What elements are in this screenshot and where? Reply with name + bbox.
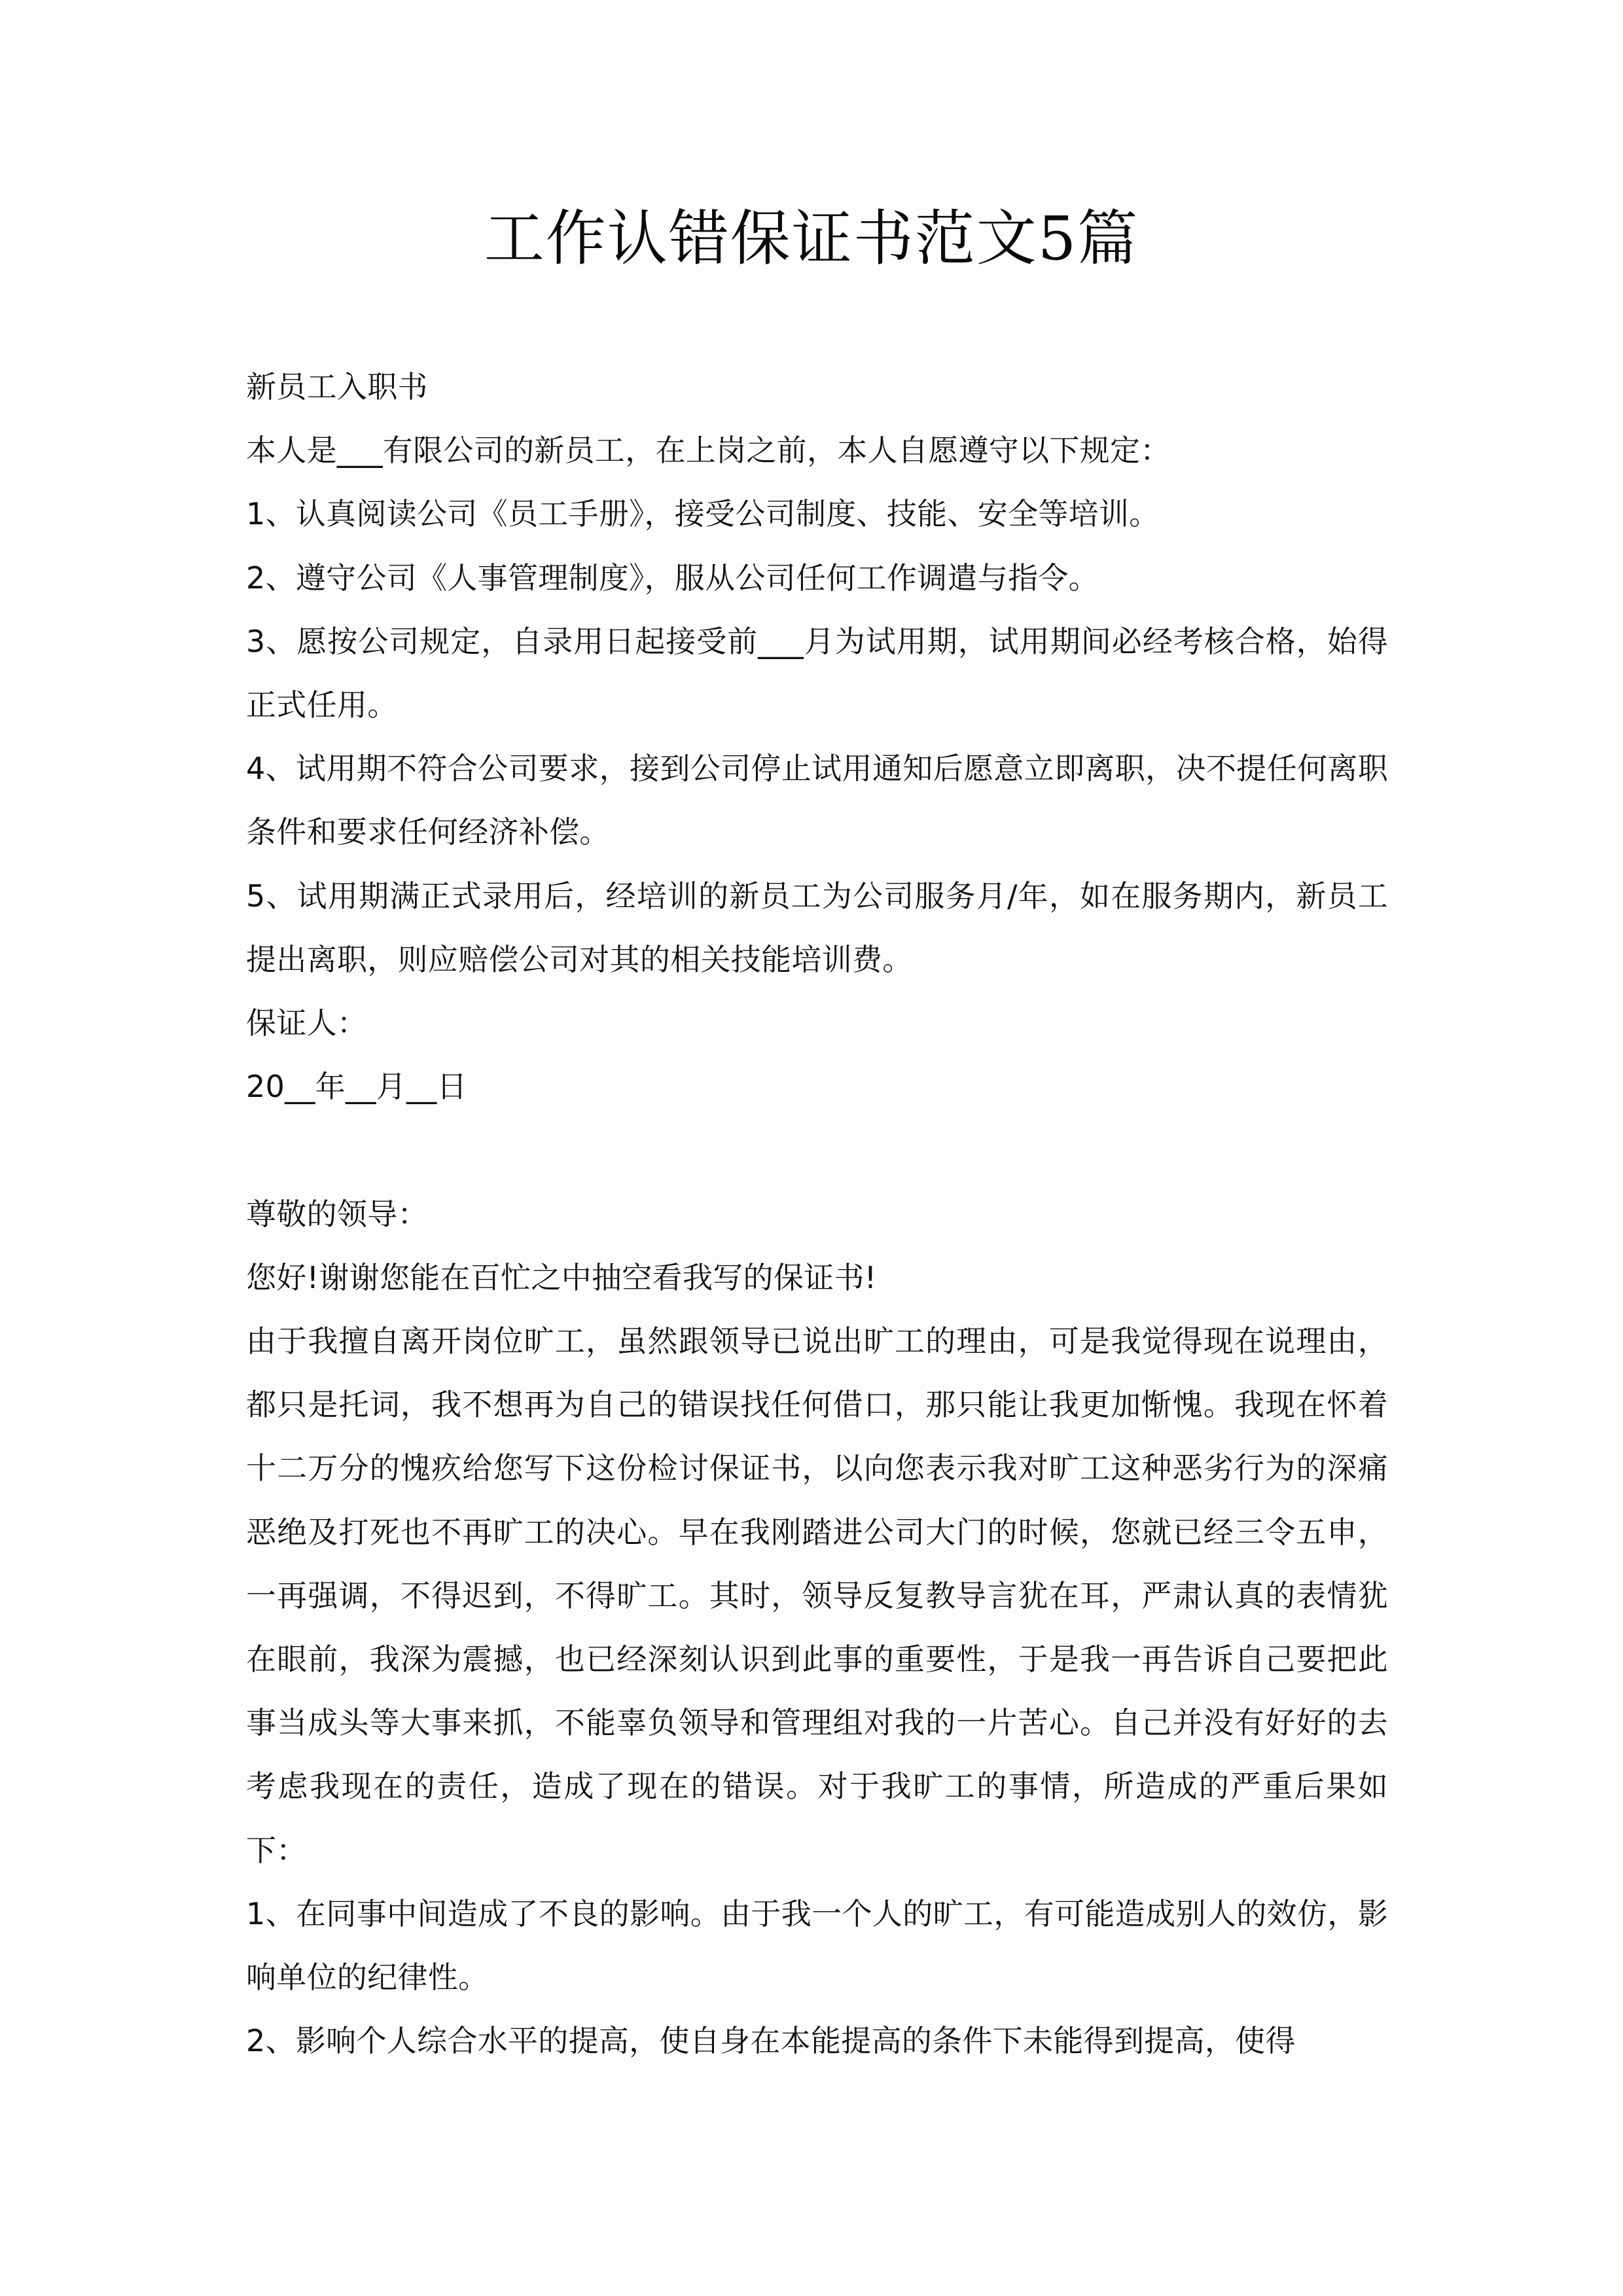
guarantor-line: 保证人：	[246, 1005, 368, 1041]
section-heading: 新员工入职书	[246, 369, 428, 404]
document-title: 工作认错保证书范文5篇	[484, 204, 1139, 274]
list-item: 3、愿按公司规定，自录用日起接受前___月为试用期，试用期间必经考核合格，始得正式任用。	[246, 623, 1388, 723]
list-item: 2、影响个人综合水平的提高，使自身在本能提高的条件下未能得到提高，使得	[246, 2023, 1296, 2059]
list-item: 2、遵守公司《人事管理制度》，服从公司任何工作调遣与指令。	[246, 560, 1099, 596]
date-line: 20__年__月__日	[246, 1069, 467, 1105]
list-item: 1、在同事中间造成了不良的影响。由于我一个人的旷工，有可能造成别人的效仿，影响单位的纪律性。	[246, 1895, 1388, 1996]
document-body	[246, 355, 1388, 2073]
paragraph: 本人是___有限公司的新员工，在上岗之前，本人自愿遵守以下规定：	[246, 433, 1171, 469]
paragraph: 您好!谢谢您能在百忙之中抽空看我写的保证书!	[246, 1259, 877, 1295]
paragraph: 由于我擅自离开岗位旷工，虽然跟领导已说出旷工的理由，可是我觉得现在说理由，都只是托词，我不想再为自己的错误找任何借口，那只能让我更加惭愧。我现在怀着十二万分的愧疚给您写下这份检讨保证书，以向您表示我对旷工这种恶劣行为的深痛恶绝及打死也不再旷工的决心。早在我刚踏进公司大门的时候，您就已经三令五申，一再强调，不得迟到，不得旷工。其时，领导反复教导言犹在耳，严肃认真的表情犹在眼前，我深为震撼，也已经深刻认识到此事的重要性，于是我一再告诉自己要把此事当成头等大事来抓，不能辜负领导和管理组对我的一片苦心。自己并没有好好的去考虑我现在的责任，造成了现在的错误。对于我旷工的事情，所造成的严重后果如下：	[246, 1323, 1388, 1868]
spacer	[246, 1119, 1388, 1182]
list-item: 4、试用期不符合公司要求，接到公司停止试用通知后愿意立即离职，决不提任何离职条件和要求任何经济补偿。	[246, 751, 1388, 850]
salutation: 尊敬的领导：	[246, 1196, 428, 1232]
list-item: 1、认真阅读公司《员工手册》，接受公司制度、技能、安全等培训。	[246, 496, 1160, 532]
list-item: 5、试用期满正式录用后，经培训的新员工为公司服务月/年，如在服务期内，新员工提出离职，则应赔偿公司对其的相关技能培训费。	[246, 878, 1388, 977]
